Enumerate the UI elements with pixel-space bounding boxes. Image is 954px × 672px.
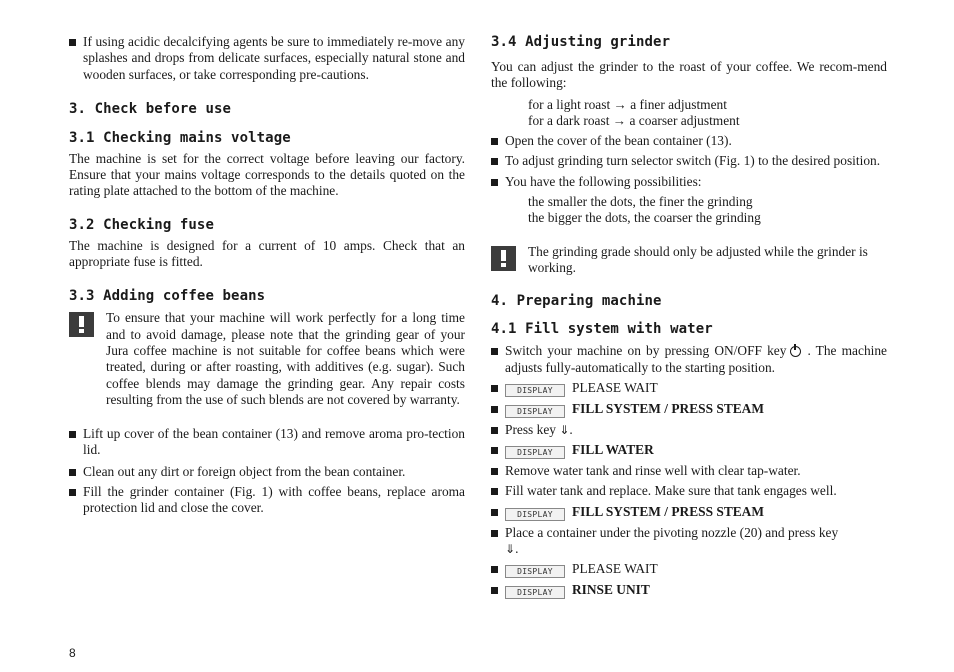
list-item: Lift up cover of the bean container (13) and remove aroma pro-tection lid. xyxy=(69,426,465,459)
section-4-title: 4. Preparing machine xyxy=(491,293,662,310)
list-item: Open the cover of the bean container (13). xyxy=(491,133,887,149)
display-icon: DISPLAY xyxy=(505,565,565,578)
section-3-3-title: 3.3 Adding coffee beans xyxy=(69,288,266,305)
section-4-1-title: 4.1 Fill system with water xyxy=(491,321,713,338)
grinder-warning xyxy=(491,244,887,277)
coffee-bean-warning-text: To ensure that your machine will work perfectly for a long time and to avoid damage, please note that the grinding gear of your Jura coffee machine is not suitable for coffee beans which were treated, during or after roasting, with additives (e.g. sugar). Such coffee blends may damage the grinding gear. Any repair costs resulting from the use of such blends are not covered by warranty. xyxy=(106,310,465,407)
roast-light-line: for a light roast → a finer adjustment xyxy=(528,96,727,112)
display-message-row: DISPLAY RINSE UNIT xyxy=(491,582,887,599)
section-3-2-text: The machine is designed for a current of 10 amps. Check that an appropriate fuse is fitted. xyxy=(69,237,465,270)
section-3-title: 3. Check before use xyxy=(69,100,232,117)
display-message-row: DISPLAY PLEASE WAIT xyxy=(491,380,887,397)
roast-dark-line: for a dark roast → a coarser adjustment xyxy=(528,112,740,128)
dots-bigger-line: the bigger the dots, the coarser the grinding xyxy=(528,210,761,226)
grinder-warning-text: The grinding grade should only be adjusted while the grinder is working. xyxy=(528,243,868,275)
display-icon: DISPLAY xyxy=(505,586,565,599)
list-item: Clean out any dirt or foreign object from the bean container. xyxy=(69,464,465,480)
warning-icon xyxy=(69,312,94,337)
dots-smaller-line: the smaller the dots, the finer the grinding xyxy=(528,194,753,210)
display-icon: DISPLAY xyxy=(505,508,565,521)
page-number: 8 xyxy=(69,646,76,660)
display-icon: DISPLAY xyxy=(505,446,565,459)
display-message-row: DISPLAY FILL WATER xyxy=(491,442,887,459)
coffee-bean-warning xyxy=(69,310,465,408)
place-container-step: Place a container under the pivoting nozzle (20) and press key ⇓. xyxy=(491,525,887,558)
list-item: You have the following possibilities: xyxy=(491,174,887,190)
display-message-row: DISPLAY FILL SYSTEM / PRESS STEAM xyxy=(491,504,887,521)
switch-on-step: Switch your machine on by pressing ON/OFF key . The machine adjusts fully-automatically to the starting position. xyxy=(491,343,887,376)
list-item: Fill the grinder container (Fig. 1) with coffee beans, replace aroma protection lid and close the cover. xyxy=(69,484,465,517)
display-icon: DISPLAY xyxy=(505,384,565,397)
warning-icon xyxy=(491,246,516,271)
list-item: Fill water tank and replace. Make sure that tank engages well. xyxy=(491,483,887,499)
section-3-1-title: 3.1 Checking mains voltage xyxy=(69,129,291,146)
display-message-row: DISPLAY PLEASE WAIT xyxy=(491,561,887,578)
press-key-step: Press key ⇓. xyxy=(491,422,887,438)
right-column xyxy=(491,34,887,599)
section-3-1-text: The machine is set for the correct voltage before leaving our factory. Ensure that your mains voltage corresponds to the details quoted on the rating plate attached to the bottom of the machine. xyxy=(69,150,465,199)
steam-key-icon: ⇓ xyxy=(505,542,516,557)
section-3-4-title: 3.4 Adjusting grinder xyxy=(491,34,671,50)
section-3-4-text: You can adjust the grinder to the roast of your coffee. We recom-mend the following: xyxy=(491,59,887,91)
steam-key-icon: ⇓ xyxy=(559,422,570,437)
section-3-2-title: 3.2 Checking fuse xyxy=(69,216,214,233)
list-item: Remove water tank and rinse well with clear tap-water. xyxy=(491,463,887,479)
power-icon xyxy=(790,346,801,357)
decalcify-caution: If using acidic decalcifying agents be sure to immediately re-move any splashes and drops from delicate surfaces, especially natural stone and wooden surfaces, or take corresponding pre-cautions. xyxy=(69,34,465,83)
display-icon: DISPLAY xyxy=(505,405,565,418)
display-message-row: DISPLAY FILL SYSTEM / PRESS STEAM xyxy=(491,401,887,418)
list-item: To adjust grinding turn selector switch (Fig. 1) to the desired position. xyxy=(491,153,887,169)
left-column xyxy=(69,34,465,517)
